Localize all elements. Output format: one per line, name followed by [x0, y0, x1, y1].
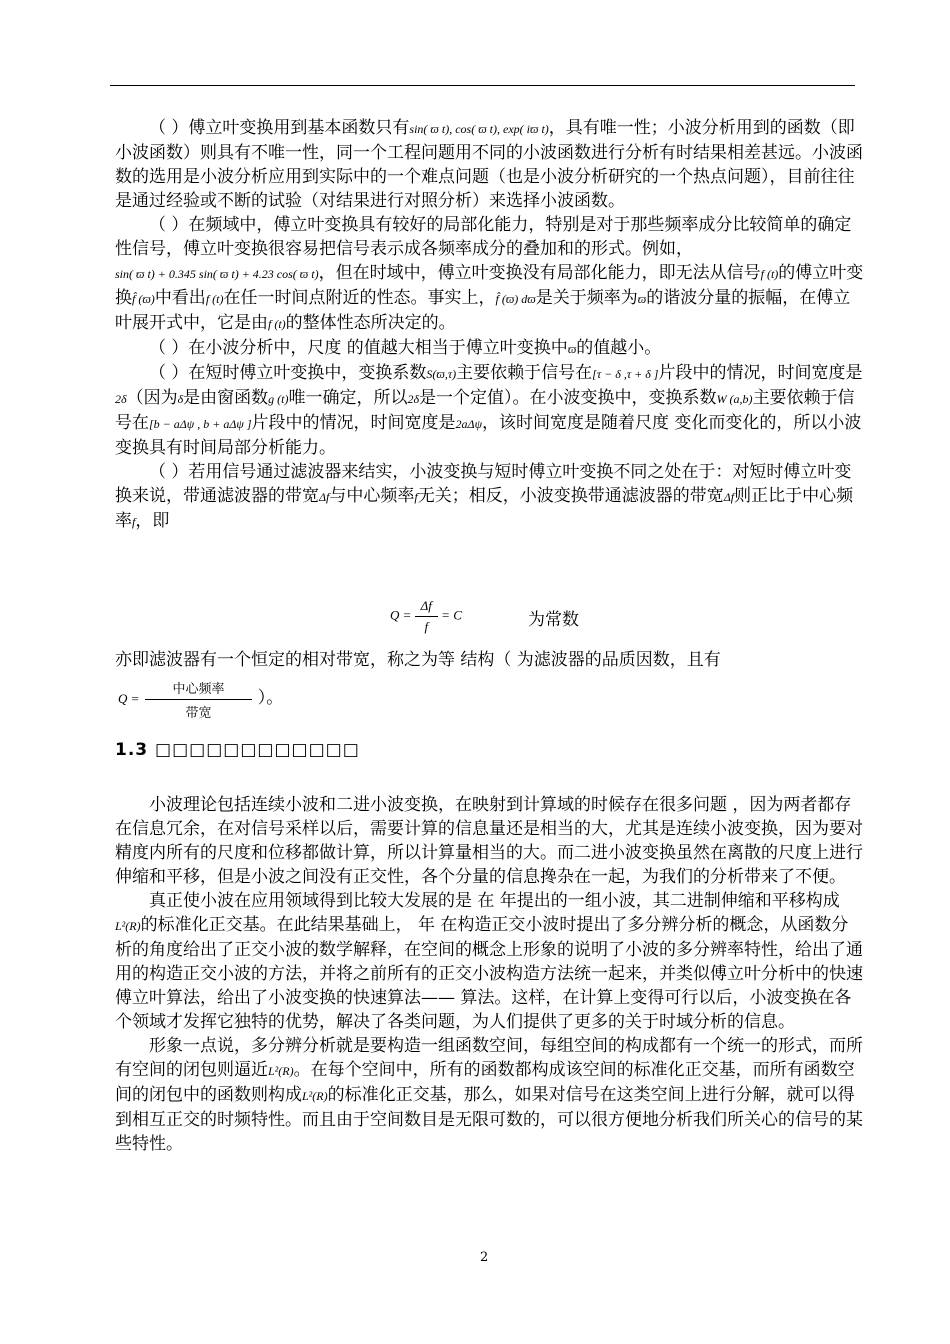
- formula-lhs: Q =: [390, 607, 412, 623]
- section-heading: 1.3 □□□□□□□□□□□□: [115, 740, 360, 760]
- section-upper: [115, 116, 865, 534]
- paragraph-6: 亦即滤波器有一个恒定的相对带宽，称之为等 结构（ 为滤波器的品质因数，且有: [115, 650, 721, 670]
- page-number: 2: [480, 1250, 489, 1265]
- q-fraction: $\frac{\text{中心频率}}{\text{带宽}}$: [144, 678, 254, 721]
- paragraph-5: （ ）若用信号通过滤波器来结实，小波变换与短时傅立叶变换不同之处在于：对短时傅立叶变换来说，带通滤波器的带宽Δf与中心频率f无关；相反，小波变换带通滤波器的带宽Δf则正比于中心频率f，即: [115, 462, 854, 531]
- header-rule: [110, 85, 855, 86]
- formula-rhs: = C: [441, 607, 462, 623]
- section-lower: [115, 793, 865, 1156]
- q-formula: [390, 598, 462, 635]
- paragraph-1: （ ）傅立叶变换用到基本函数只有sin( ϖ t), cos( ϖ t), exp( iϖ t)，具有唯一性；小波分析用到的函数（即小波函数）则具有不唯一性，同一个工程问题用不同的小波函数进行分析有时结果相差甚远。小波函数的选用是小波分析应用到实际中的一个难点问题（也是小波分析研究的一个热点问题），目前往往是通过经验或不断的试验（对结果进行对照分析）来选择小波函数。: [115, 118, 863, 211]
- paragraph-4: （ ）在短时傅立叶变换中，变换系数S(ϖ,τ)主要依赖于信号在[τ − δ ,τ + δ ]片段中的情况，时间宽度是2δ（因为δ是由窗函数g (t)唯一确定，所以2δ是一个定值）。在小波变换中，变换系数W (a,b)主要依赖于信号在[b − aΔψ , b + aΔψ ]片段中的情况，时间宽度是2aΔψ，该时间宽度是随着尺度 变化而变化的，所以小波变换具有时间局部分析能力。: [115, 363, 863, 458]
- q-definition: Q = $\frac{\text{中心频率}}{\text{带宽}}$ ）。: [118, 678, 283, 721]
- formula-note: 为常数: [528, 610, 579, 630]
- paragraph-7: 小波理论包括连续小波和二进小波变换，在映射到计算域的时候存在很多问题 ，因为两者都存在信息冗余，在对信号采样以后，需要计算的信息量还是相当的大，尤其是连续小波变换，因为要对精度内所有的尺度和位移都做计算，所以计算量相当的大。而二进小波变换虽然在离散的尺度上进行伸缩和平移，但是小波之间没有正交性，各个分量的信息搀杂在一起，为我们的分析带来了不便。: [115, 795, 863, 887]
- paragraph-9: 形象一点说，多分辨分析就是要构造一组函数空间，每组空间的构成都有一个统一的形式，而所有空间的闭包则逼近L²(R)。在每个空间中，所有的函数都构成该空间的标准化正交基，而所有函数空间的闭包中的函数则构成L²(R)的标准化正交基，那么，如果对信号在这类空间上进行分解，就可以得到相互正交的时频特性。而且由于空间数目是无限可数的，可以很方便地分析我们所关心的信号的某些特性。: [115, 1036, 863, 1154]
- paragraph-8: 真正使小波在应用领域得到比较大发展的是 在 年提出的一组小波，其二进制伸缩和平移构成L²(R)的标准化正交基。在此结果基础上， 年 在构造正交小波时提出了多分辨分析的概念，从函数分析的角度给出了正交小波的数学解释，在空间的概念上形象的说明了小波的多分辨率特性，给出了通用的构造正交小波的方法，并将之前所有的正交小波构造方法统一起来，并类似傅立叶分析中的快速傅立叶算法，给出了小波变换的快速算法—— 算法。这样，在计算上变得可行以后，小波变换在各个领域才发挥它独特的优势，解决了各类问题，为人们提供了更多的关于时域分析的信息。: [115, 891, 863, 1032]
- paragraph-3: （ ）在小波分析中，尺度 的值越大相当于傅立叶变换中ϖ的值越小。: [149, 338, 662, 358]
- formula-fraction: $\frac{\Delta f}{f}$: [415, 598, 438, 635]
- paragraph-2: （ ）在频域中，傅立叶变换具有较好的局部化能力，特别是对于那些频率成分比较简单的确定性信号，傅立叶变换很容易把信号表示成各频率成分的叠加和的形式。例如，sin( ϖ t) + 0.345 sin( ϖ t) + 4.23 cos( ϖ t)，但在时域中，傅立叶变换没有局部化能力，即无法从信号f (t)的傅立叶变换f̂ (ϖ)中看出f (t)在任一时间点附近的性态。事实上，f̂ (ϖ) dϖ是关于频率为ϖ的谐波分量的振幅，在傅立叶展开式中，它是由f (t)的整体性态所决定的。: [115, 215, 864, 333]
